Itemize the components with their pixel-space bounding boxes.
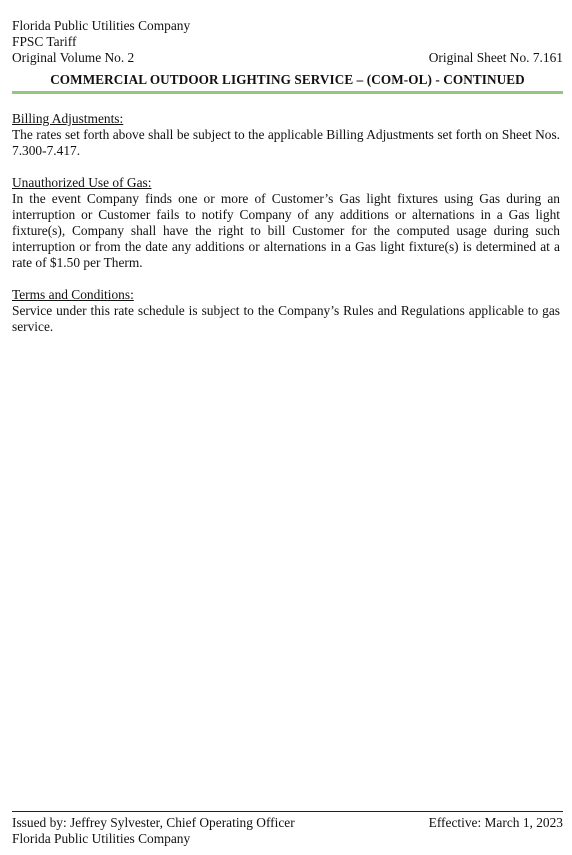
document-header [12,18,563,66]
document-footer [12,815,563,847]
section-text: The rates set forth above shall be subject to the applicable Billing Adjustments set forth on Sheet Nos. 7.300-7.417. [12,127,560,158]
footer-company: Florida Public Utilities Company [12,831,191,846]
header-company: Florida Public Utilities Company [12,18,191,33]
page-title: COMMERCIAL OUTDOOR LIGHTING SERVICE – (COM-OL) - CONTINUED [50,72,525,87]
document-body [12,111,560,351]
footer-issued-row [12,815,563,831]
section-text: In the event Company finds one or more of Customer’s Gas light fixtures using Gas during an interruption or Customer fails to notify Company of any additions or alternations in a Gas light fixture(s), Company shall have the right to bill Customer for the computed usage during such interruption or from the date any additions or alternations in a Gas light fixture(s) is determined at a rate of $1.50 per Therm. [12,191,560,270]
section-heading: Terms and Conditions: [12,287,134,302]
title-underline-rule [12,91,563,94]
footer-effective-date: Effective: March 1, 2023 [428,815,563,830]
footer-rule [12,811,563,812]
header-volume: Original Volume No. 2 [12,50,135,65]
header-volume-row [12,50,563,66]
section-terms-and-conditions [12,287,560,335]
footer-issued-by: Issued by: Jeffrey Sylvester, Chief Operating Officer [12,815,295,830]
section-heading: Billing Adjustments: [12,111,124,126]
section-unauthorized-use [12,175,560,271]
section-heading: Unauthorized Use of Gas: [12,175,152,190]
section-text: Service under this rate schedule is subject to the Company’s Rules and Regulations applicable to gas service. [12,303,560,334]
header-tariff: FPSC Tariff [12,34,77,49]
header-sheet-number: Original Sheet No. 7.161 [428,50,563,65]
section-billing-adjustments [12,111,560,159]
